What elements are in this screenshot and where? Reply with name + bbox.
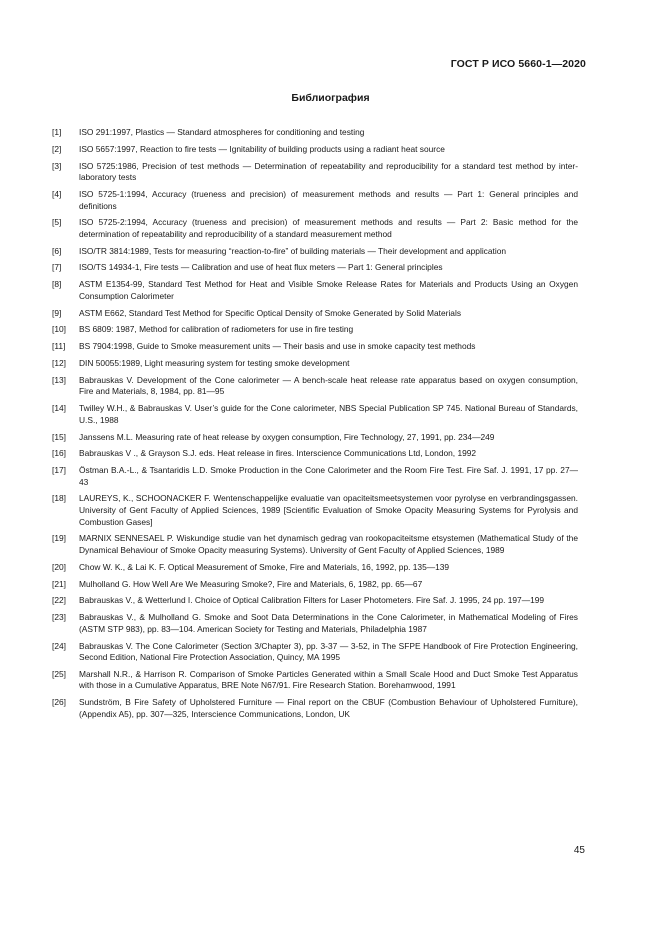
entry-number: [11] xyxy=(52,341,66,352)
bibliography-entry xyxy=(52,432,578,444)
bibliography-entry xyxy=(52,144,578,156)
bibliography-entry xyxy=(52,246,578,258)
bibliography-entry xyxy=(52,562,578,574)
page-number: 45 xyxy=(573,845,585,856)
bibliography-entry xyxy=(52,375,578,398)
entry-text: BS 7904:1998, Guide to Smoke measurement units — Their basis and use in smoke capacity test methods xyxy=(79,341,476,352)
entry-number: [3] xyxy=(52,160,62,171)
entry-text: ISO 5725:1986, Precision of test methods — Determination of repeatability and reproducibility for a standard test method by inter-laboratory tests xyxy=(79,160,578,183)
entry-text: Babrauskas V. Development of the Cone calorimeter — A bench-scale heat release rate apparatus based on oxygen consumption, Fire and Materials, 8, 1984, pp. 81—95 xyxy=(79,374,578,397)
bibliography-entry xyxy=(52,262,578,274)
entry-text: Sundström, B Fire Safety of Upholstered Furniture — Final report on the CBUF (Combustion Behaviour of Upholstered Furniture), (Appendix A5), pp. 307—325, Interscience Communications, London, UK xyxy=(79,697,578,719)
entry-number: [20] xyxy=(52,561,66,572)
entry-number: [12] xyxy=(52,357,66,368)
entry-number: [2] xyxy=(52,143,62,154)
bibliography-entry xyxy=(52,403,578,426)
entry-text: MARNIX SENNESAEL P. Wiskundige studie van het dynamisch gedrag van rookopaciteitsme etsystemen (Mathematical Study of the Dynamical Behaviour of Smoke Opacity measuring Systems). University of Gent Faculty of Applied Sciences, 1989 xyxy=(79,533,578,555)
bibliography-entry xyxy=(52,579,578,591)
entry-number: [17] xyxy=(52,465,66,476)
bibliography-entry xyxy=(52,533,578,556)
entry-text: Marshall N.R., & Harrison R. Comparison of Smoke Particles Generated within a Small Scale Hood and Duct Smoke Test Apparatus with those in a Cumulative Apparatus, BRE Note N67/91. Fire Research Station. Borehamwood, 1991 xyxy=(79,668,578,691)
entry-number: [22] xyxy=(52,595,66,606)
page-title: Библиография xyxy=(291,92,370,104)
entry-text: ASTM E1354-99, Standard Test Method for Heat and Visible Smoke Release Rates for Materials and Products Using an Oxygen Consumption Calorimeter xyxy=(79,279,578,301)
entry-text: Babrauskas V., & Mulholland G. Smoke and Soot Data Determinations in the Cone Calorimeter, in Mathematical Modeling of Fires (ASTM STP 983), pp. 83—104. American Society for Testing and Materials, Philadelphia 1987 xyxy=(79,612,578,634)
entry-number: [24] xyxy=(52,640,66,651)
entry-number: [5] xyxy=(52,217,62,228)
bibliography-entry xyxy=(52,217,578,240)
entry-number: [19] xyxy=(52,533,66,544)
entry-text: Babrauskas V. The Cone Calorimeter (Section 3/Chapter 3), pp. 3-37 — 3-52, in The SFPE Handbook of Fire Protection Engineering, Second Edition, National Fire Protection Association, Quincy, MA 1995 xyxy=(79,640,578,663)
bibliography-entry xyxy=(52,189,578,212)
entry-text: ISO 5657:1997, Reaction to fire tests — Ignitability of building products using a radiant heat source xyxy=(79,143,445,154)
entry-text: ISO 5725-2:1994, Accuracy (trueness and precision) of measurement methods and results — Part 2: Basic method for the determination of repeatability and reproducibility of a standard measurement method xyxy=(79,217,578,239)
entry-number: [13] xyxy=(52,374,66,385)
entry-number: [6] xyxy=(52,245,62,256)
entry-text: Chow W. K., & Lai K. F. Optical Measurement of Smoke, Fire and Materials, 16, 1992, pp. 135—139 xyxy=(79,561,450,572)
entry-number: [7] xyxy=(52,262,62,273)
bibliography-entry xyxy=(52,697,578,720)
bibliography-entry xyxy=(52,161,578,184)
bibliography-entry xyxy=(52,595,578,607)
entry-number: [14] xyxy=(52,403,66,414)
entry-text: ISO 5725-1:1994, Accuracy (trueness and precision) of measurement methods and results — Part 1: General principles and definitions xyxy=(79,188,578,211)
bibliography-entry xyxy=(52,448,578,460)
entry-text: ISO/TR 3814:1989, Tests for measuring “reaction-to-fire” of building materials — Their development and application xyxy=(79,245,507,256)
bibliography-entry xyxy=(52,324,578,336)
bibliography-entry xyxy=(52,127,578,139)
entry-text: ISO 291:1997, Plastics — Standard atmospheres for conditioning and testing xyxy=(79,127,365,137)
bibliography-entry xyxy=(52,465,578,488)
bibliography-entry xyxy=(52,279,578,302)
entry-text: Babrauskas V ., & Grayson S.J. eds. Heat release in fires. Interscience Communications Ltd, London, 1992 xyxy=(79,448,477,459)
entry-text: ASTM E662, Standard Test Method for Specific Optical Density of Smoke Generated by Solid Materials xyxy=(79,307,462,318)
bibliography-entry xyxy=(52,669,578,692)
entry-number: [16] xyxy=(52,448,66,459)
entry-number: [18] xyxy=(52,493,66,504)
entry-number: [10] xyxy=(52,324,66,335)
entry-number: [1] xyxy=(52,127,62,137)
entry-number: [4] xyxy=(52,188,62,199)
entry-text: LAUREYS, K., SCHOONACKER F. Wentenschappelijke evaluatie van opaciteitsmeetsystemen voor pyrolyse en verbrandingsgassen. University of Gent Faculty of Applied Sciences, 1989 [Scientific Evaluation of Smoke Opacity Measuring Systems for Pyrolysis and Combustion Gases] xyxy=(79,493,578,527)
entry-text: BS 6809: 1987, Method for calibration of radiometers for use in fire testing xyxy=(79,324,354,335)
entry-text: ISO/TS 14934-1, Fire tests — Calibration and use of heat flux meters — Part 1: General principles xyxy=(79,262,443,273)
entry-text: Mulholland G. How Well Are We Measuring Smoke?, Fire and Materials, 6, 1982, pp. 65—67 xyxy=(79,578,423,589)
document-header: ГОСТ Р ИСО 5660-1—2020 xyxy=(450,58,586,70)
bibliography-entry xyxy=(52,358,578,370)
bibliography-entry xyxy=(52,493,578,528)
bibliography-entry xyxy=(52,341,578,353)
bibliography-entry xyxy=(52,308,578,320)
entry-number: [8] xyxy=(52,279,62,290)
entry-number: [21] xyxy=(52,578,66,589)
entry-number: [15] xyxy=(52,431,66,442)
entry-text: Twilley W.H., & Babrauskas V. User’s guide for the Cone calorimeter, NBS Special Publication SP 745. National Bureau of Standards, U.S., 1988 xyxy=(79,403,578,425)
entry-number: [23] xyxy=(52,612,66,623)
entry-text: Östman B.A.-L., & Tsantaridis L.D. Smoke Production in the Cone Calorimeter and the Room Fire Test. Fire Saf. J. 1991, 17 pp. 27—43 xyxy=(79,465,578,487)
bibliography-entry xyxy=(52,641,578,664)
entry-number: [9] xyxy=(52,307,62,318)
bibliography-entry xyxy=(52,612,578,635)
entry-text: Babrauskas V., & Wetterlund I. Choice of Optical Calibration Filters for Laser Photometers. Fire Saf. J. 1995, 24 pp. 197—199 xyxy=(79,595,545,606)
entry-text: DIN 50055:1989, Light measuring system for testing smoke development xyxy=(79,357,350,368)
entry-number: [25] xyxy=(52,668,66,679)
entry-text: Janssens M.L. Measuring rate of heat release by oxygen consumption, Fire Technology, 27, 1991, pp. 234—249 xyxy=(79,431,495,442)
entry-number: [26] xyxy=(52,697,66,708)
bibliography-list xyxy=(52,127,578,726)
